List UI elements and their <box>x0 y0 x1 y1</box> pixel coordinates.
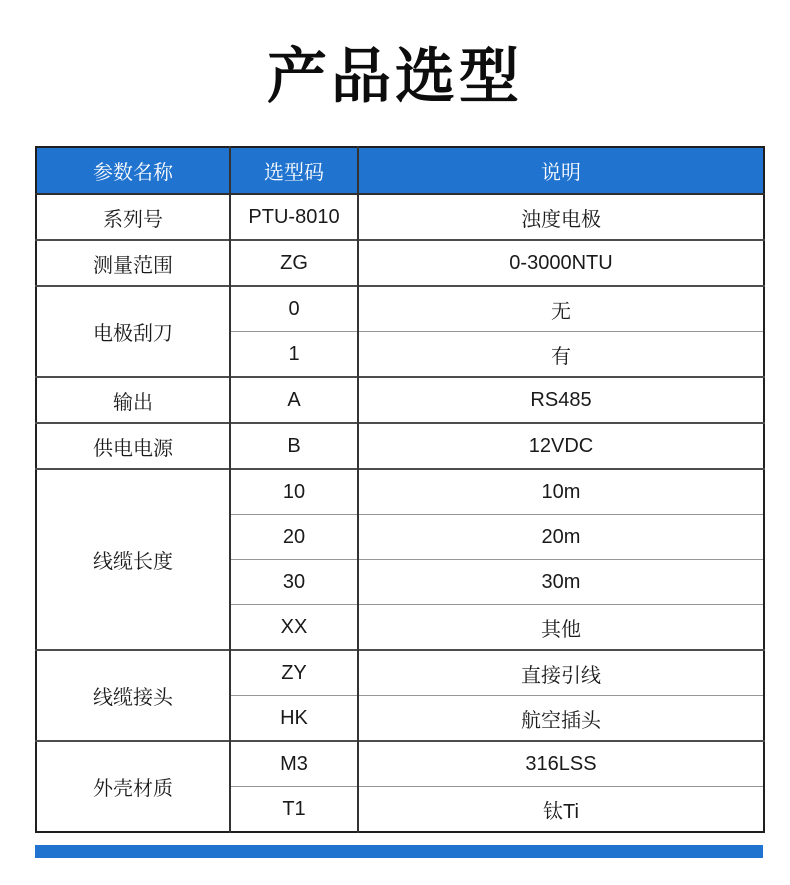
table-row <box>36 286 764 332</box>
header-cell-param: 参数名称 <box>36 147 230 194</box>
table-header-row <box>36 147 764 194</box>
code-cell: HK <box>230 696 358 742</box>
param-cell: 测量范围 <box>36 240 230 286</box>
param-cell: 线缆接头 <box>36 650 230 741</box>
table-row <box>36 469 764 515</box>
desc-cell: 10m <box>358 469 764 515</box>
code-cell: 30 <box>230 560 358 605</box>
code-cell: ZY <box>230 650 358 696</box>
table-row <box>36 377 764 423</box>
table-row <box>36 423 764 469</box>
selection-table <box>35 146 765 833</box>
table-row <box>36 240 764 286</box>
desc-cell: 浊度电极 <box>358 194 764 240</box>
desc-cell: 0-3000NTU <box>358 240 764 286</box>
code-cell: B <box>230 423 358 469</box>
table-row <box>36 194 764 240</box>
desc-cell: 30m <box>358 560 764 605</box>
code-cell: PTU-8010 <box>230 194 358 240</box>
desc-cell: 其他 <box>358 605 764 651</box>
param-cell: 供电电源 <box>36 423 230 469</box>
code-cell: ZG <box>230 240 358 286</box>
param-cell: 线缆长度 <box>36 469 230 650</box>
header-cell-desc: 说明 <box>358 147 764 194</box>
code-cell: T1 <box>230 787 358 833</box>
desc-cell: 12VDC <box>358 423 764 469</box>
code-cell: M3 <box>230 741 358 787</box>
page-title: 产品选型 <box>267 43 523 110</box>
table-row <box>36 741 764 787</box>
desc-cell: 无 <box>358 286 764 332</box>
code-cell: 10 <box>230 469 358 515</box>
param-cell: 电极刮刀 <box>36 286 230 377</box>
param-cell: 外壳材质 <box>36 741 230 832</box>
code-cell: 0 <box>230 286 358 332</box>
desc-cell: 航空插头 <box>358 696 764 742</box>
desc-cell: 有 <box>358 332 764 378</box>
param-cell: 系列号 <box>36 194 230 240</box>
header-cell-code: 选型码 <box>230 147 358 194</box>
desc-cell: 20m <box>358 515 764 560</box>
param-cell: 输出 <box>36 377 230 423</box>
next-section-header-strip <box>35 845 763 858</box>
code-cell: 20 <box>230 515 358 560</box>
desc-cell: 直接引线 <box>358 650 764 696</box>
desc-cell: RS485 <box>358 377 764 423</box>
code-cell: A <box>230 377 358 423</box>
desc-cell: 316LSS <box>358 741 764 787</box>
code-cell: 1 <box>230 332 358 378</box>
desc-cell: 钛Ti <box>358 787 764 833</box>
code-cell: XX <box>230 605 358 651</box>
table-row <box>36 650 764 696</box>
